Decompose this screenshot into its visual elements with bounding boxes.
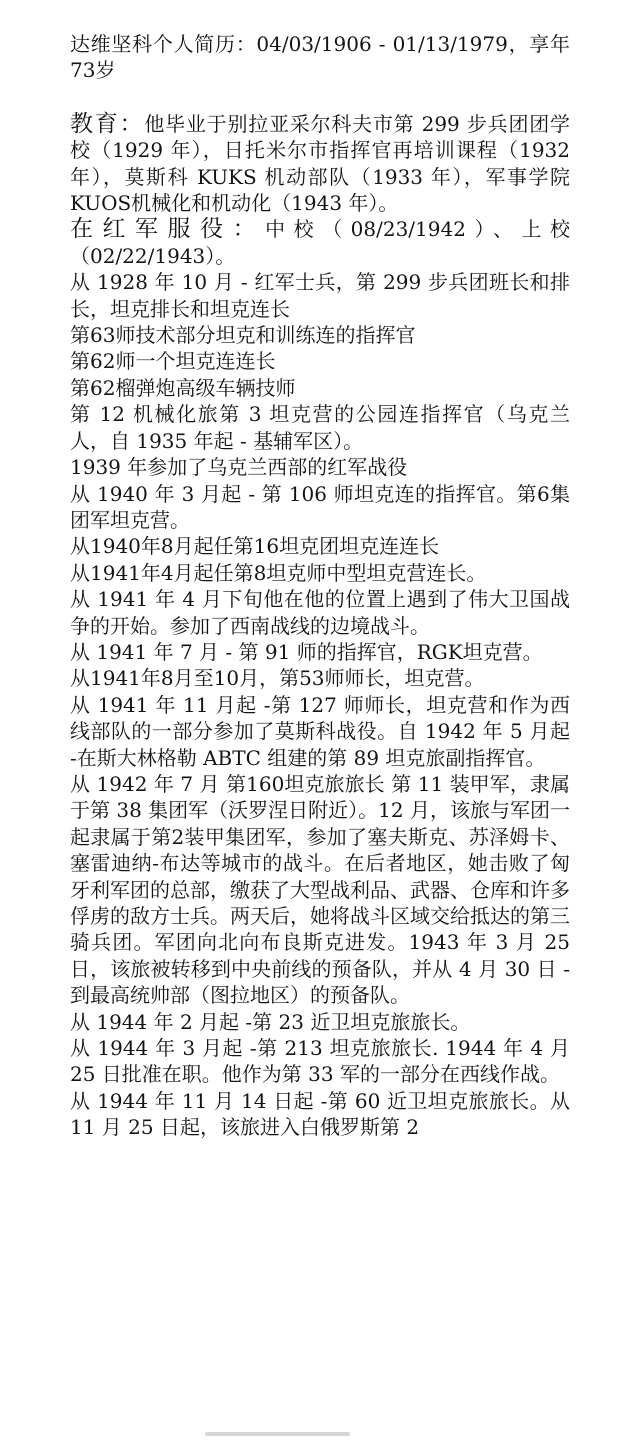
career-entry: 从 1941 年 11 月起 -第 127 师师长，坦克营和作为西线部队的一部分参加了莫斯科战役。自 1942 年 5 月起 -在斯大林格勒 ABTC 组建的第 89 坦克旅副指挥官。: [70, 692, 570, 770]
biography-document: [70, 31, 570, 1141]
career-entry: 1939 年参加了乌克兰西部的红军战役: [70, 455, 408, 480]
career-entry: 第62榴弹炮高级车辆技师: [70, 375, 296, 400]
career-entry: 从 1941 年 4 月下旬他在他的位置上遇到了伟大卫国战争的开始。参加了西南战线的边境战斗。: [70, 587, 570, 638]
service-paragraph: [70, 216, 570, 269]
paragraph-spacer: [70, 84, 570, 111]
career-entry: 从 1944 年 3 月起 -第 213 坦克旅旅长. 1944 年 4 月 25 日批准在职。他作为第 33 军的一部分在西线作战。: [70, 1036, 570, 1087]
service-lead: 在红军服役：: [70, 216, 266, 243]
career-entry: 从 1942 年 7 月 第160坦克旅旅长 第 11 装甲军，隶属于第 38 集团军（沃罗涅日附近）。12 月，该旅与军团一起隶属于第2装甲集团军，参加了塞夫斯克、苏泽姆卡、塞雷迪纳-布达等城市的战斗。在后者地区，她击败了匈牙利军团的总部，缴获了大型战利品、武器、仓库和许多俘虏的敌方士兵。两天后，她将战斗区域交给抵达的第三骑兵团。军团向北向布良斯克进发。1943 年 3 月 25 日，该旅被转移到中央前线的预备队，并从 4 月 30 日 - 到最高统帅部（图拉地区）的预备队。: [70, 771, 570, 1008]
career-entry: 从1941年8月至10月，第53师师长，坦克营。: [70, 666, 485, 691]
career-entry: 第62师一个坦克连连长: [70, 349, 276, 374]
career-entry: 从1940年8月起任第16坦克团坦克连连长: [70, 534, 440, 559]
career-entry: 第 12 机械化旅第 3 坦克营的公园连指挥官（乌克兰人，自 1935 年起 - 基辅军区）。: [70, 402, 570, 453]
education-lead: 教育：: [70, 110, 145, 137]
career-entry: 从 1928 年 10 月 - 红军士兵，第 299 步兵团班长和排长，坦克排长和坦克连长: [70, 270, 570, 321]
career-entry: 从 1944 年 2 月起 -第 23 近卫坦克旅旅长。: [70, 1009, 471, 1034]
education-paragraph: [70, 111, 570, 217]
service-text: 中校（08/23/1942）、上校（02/22/1943）。: [70, 217, 571, 268]
career-entry: 从 1944 年 11 月 14 日起 -第 60 近卫坦克旅旅长。从 11 月 25 日起，该旅进入白俄罗斯第 2: [70, 1088, 570, 1140]
education-text: 他毕业于别拉亚采尔科夫市第 299 步兵团团学校（1929 年），日托米尔市指挥官再培训课程（1932 年），莫斯科 KUKS 机动部队（1933 年），军事学院 KUOS机械化和机动化（1943 年）。: [70, 111, 571, 216]
career-entry: 从 1941 年 7 月 - 第 91 师的指挥官，RGK坦克营。: [70, 639, 543, 664]
biography-title: 达维坚科个人简历：04/03/1906 - 01/13/1979，享年73岁: [70, 32, 570, 83]
career-entry: 从 1940 年 3 月起 - 第 106 师坦克连的指挥官。第6集团军坦克营。: [70, 481, 570, 532]
home-indicator[interactable]: [205, 1432, 350, 1436]
career-entry: 第63师技术部分坦克和训练连的指挥官: [70, 323, 416, 348]
career-entry: 从1941年4月起任第8坦克师中型坦克营连长。: [70, 560, 487, 585]
